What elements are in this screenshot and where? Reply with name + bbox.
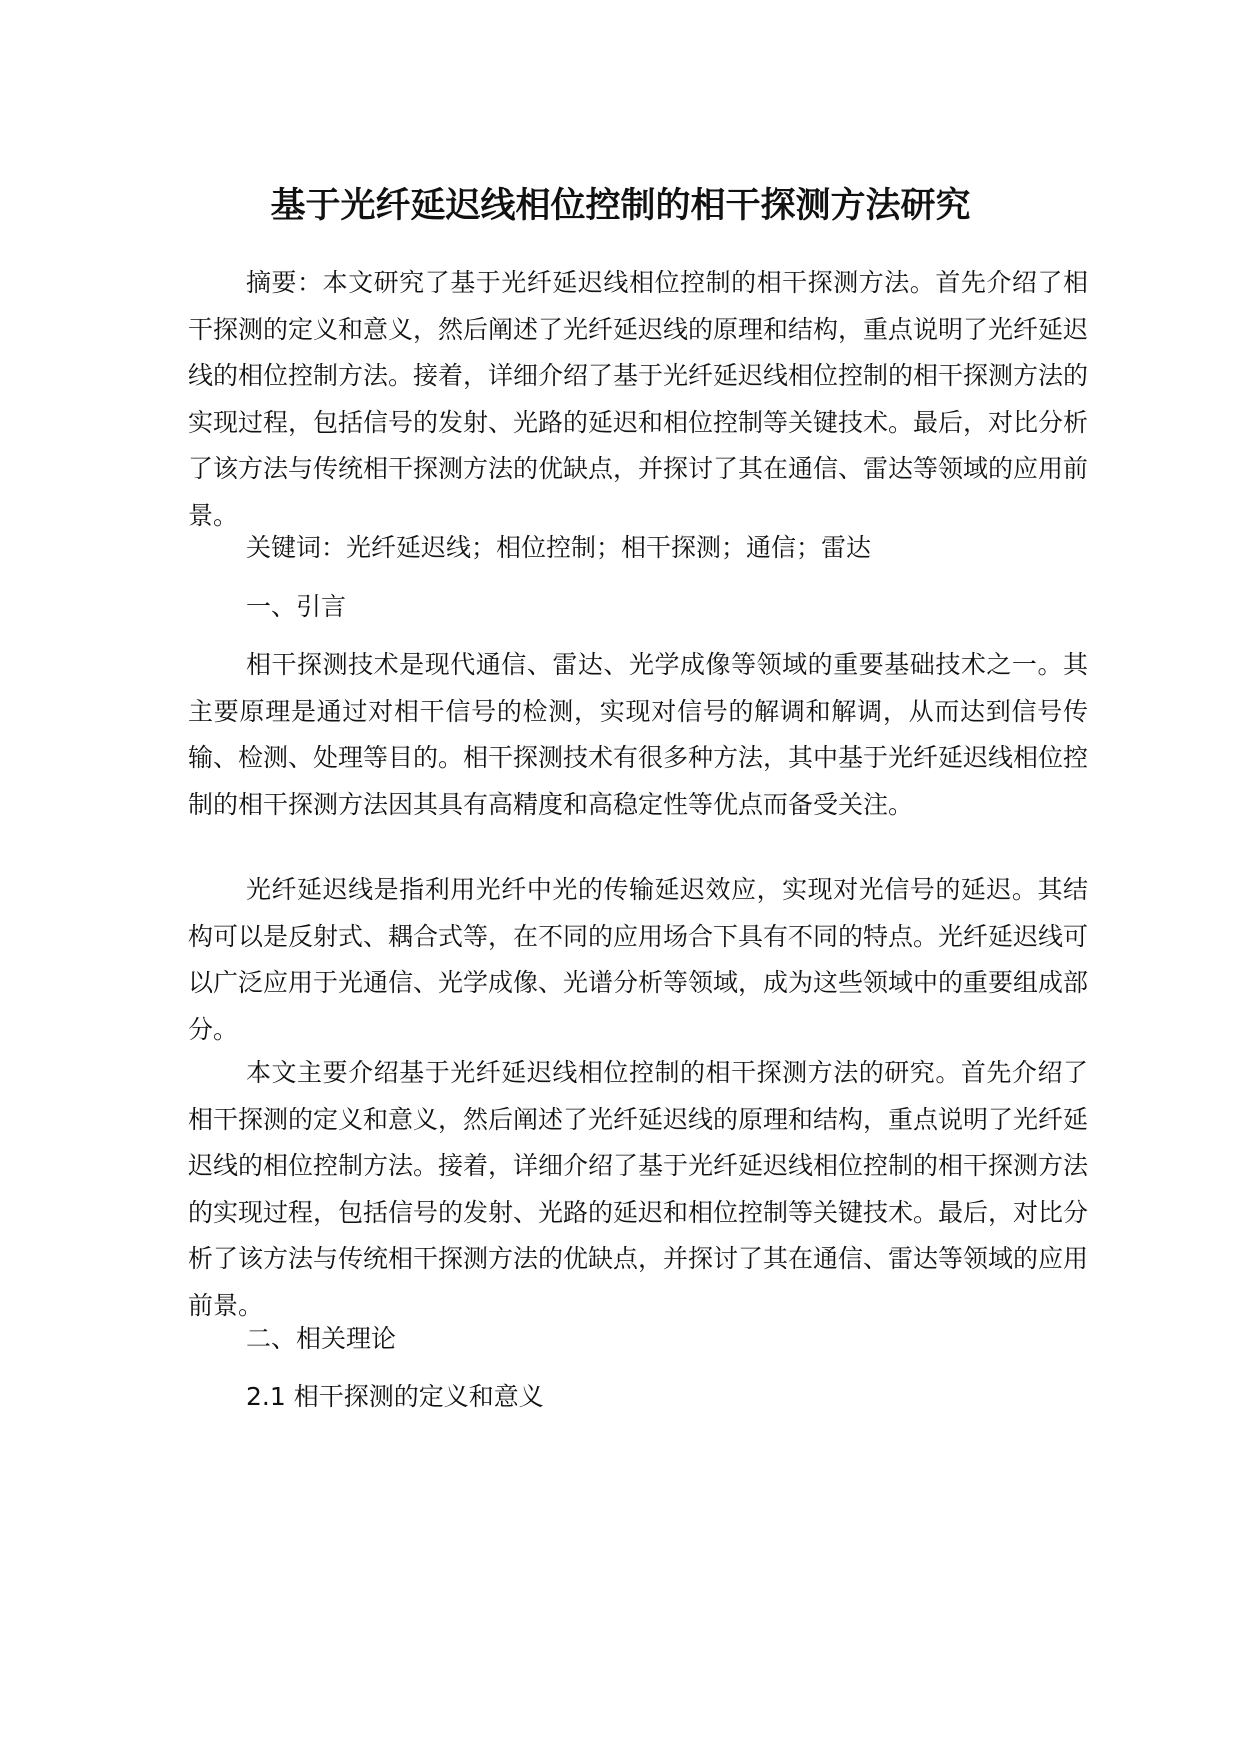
document-title: 基于光纤延迟线相位控制的相干探测方法研究 [270,186,971,226]
section-heading-introduction: 一、引言 [246,592,347,621]
subsection-heading-2-1: 2.1 相干探测的定义和意义 [246,1382,544,1411]
intro-paragraph-2: 光纤延迟线是指利用光纤中光的传输延迟效应，实现对光信号的延迟。其结构可以是反射式、耦合式等，在不同的应用场合下具有不同的特点。光纤延迟线可以广泛应用于光通信、光学成像、光谱分析等领域，成为这些领域中的重要组成部分。 [188,875,1089,1044]
abstract-paragraph: 摘要：本文研究了基于光纤延迟线相位控制的相干探测方法。首先介绍了相干探测的定义和意义，然后阐述了光纤延迟线的原理和结构，重点说明了光纤延迟线的相位控制方法。接着，详细介绍了基于光纤延迟线相位控制的相干探测方法的实现过程，包括信号的发射、光路的延迟和相位控制等关键技术。最后，对比分析了该方法与传统相干探测方法的优缺点，并探讨了其在通信、雷达等领域的应用前景。 [188,268,1089,530]
intro-paragraph-3: 本文主要介绍基于光纤延迟线相位控制的相干探测方法的研究。首先介绍了相干探测的定义和意义，然后阐述了光纤延迟线的原理和结构，重点说明了光纤延迟线的相位控制方法。接着，详细介绍了基于光纤延迟线相位控制的相干探测方法的实现过程，包括信号的发射、光路的延迟和相位控制等关键技术。最后，对比分析了该方法与传统相干探测方法的优缺点，并探讨了其在通信、雷达等领域的应用前景。 [188,1058,1089,1320]
keywords-line: 关键词：光纤延迟线；相位控制；相干探测；通信；雷达 [246,533,872,562]
intro-paragraph-1: 相干探测技术是现代通信、雷达、光学成像等领域的重要基础技术之一。其主要原理是通过对相干信号的检测，实现对信号的解调和解调，从而达到信号传输、检测、处理等目的。相干探测技术有很多种方法，其中基于光纤延迟线相位控制的相干探测方法因其具有高精度和高稳定性等优点而备受关注。 [188,650,1089,819]
section-heading-related-theory: 二、相关理论 [246,1324,397,1353]
